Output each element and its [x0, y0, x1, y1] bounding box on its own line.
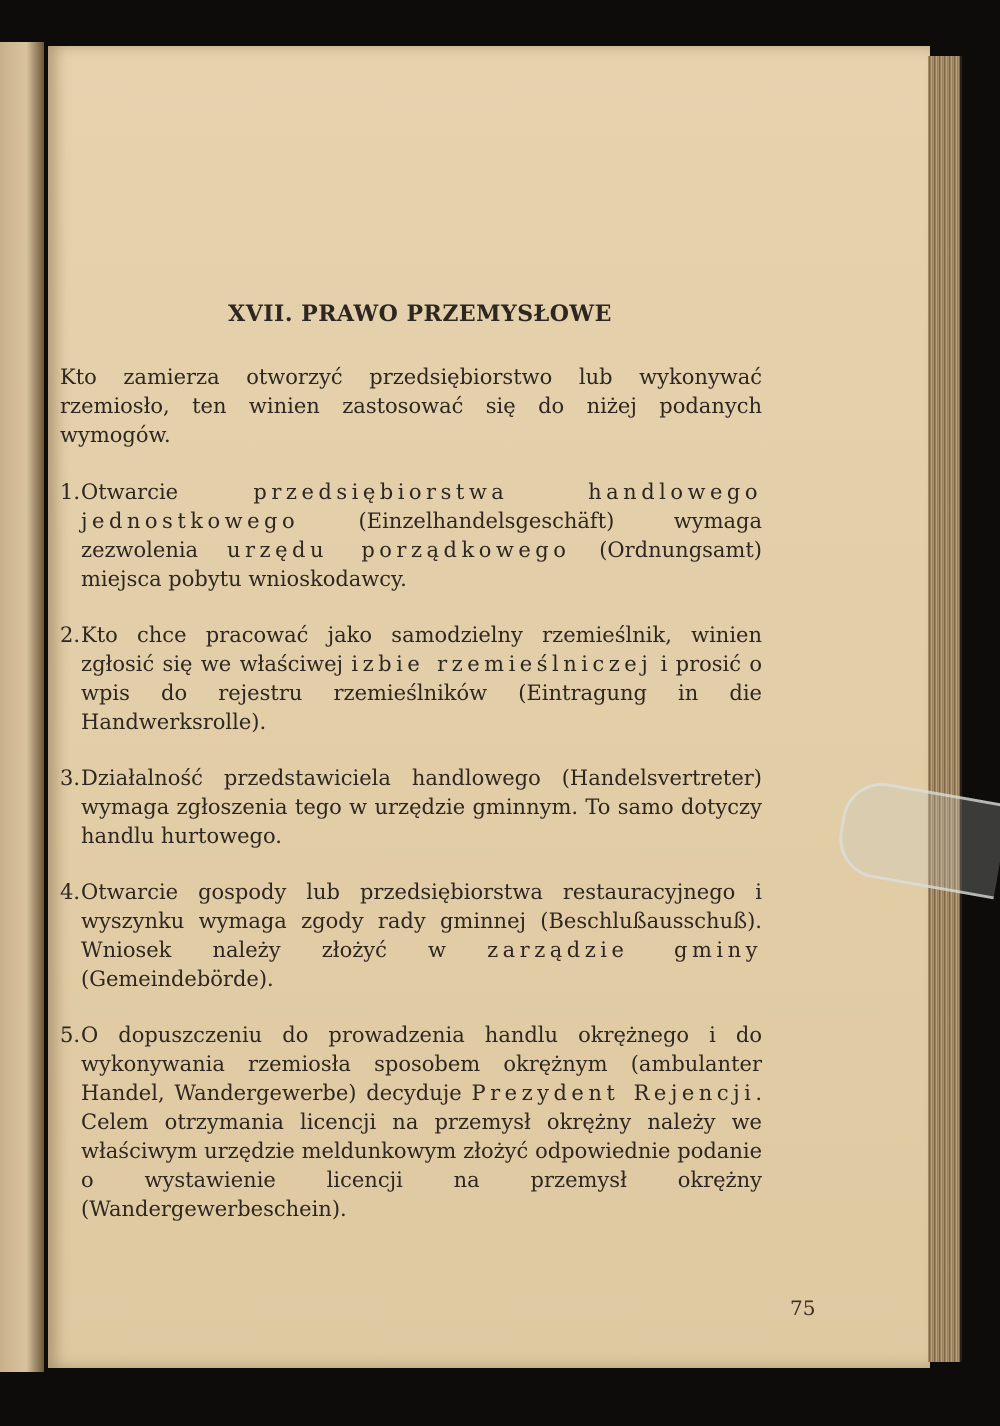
item-number: 3. [60, 766, 81, 790]
intro-paragraph: Kto zamierza otworzyć przedsiębiorstwo lub wykonywać rzemiosło, ten winien zastosować się do niżej podanych wymogów. [60, 365, 762, 447]
item-text: Kto chce pracować jako samodzielny rzemieślnik, winien zgłosić się we właściwej izbie rzemieślniczej i prosić o wpis do rejestru rzemieślników (Eintragung in die Handwerksrolle). [81, 623, 762, 734]
item-number: 5. [60, 1023, 81, 1047]
chapter-title: XVII. PRAWO PRZEMYSŁOWE [228, 301, 612, 327]
page-stack-edge [928, 56, 962, 1362]
list-item [60, 621, 762, 737]
item-text: Otwarcie przedsiębiorstwa handlowego jednostkowego (Einzelhandelsgeschäft) wymaga zezwolenia urzędu porządkowego (Ordnungsamt) miejsca pobytu wnioskodawcy. [81, 480, 762, 591]
item-text: O dopuszczeniu do prowadzenia handlu okrężnego i do wykonywania rzemiosła sposobem okrężnym (ambulanter Handel, Wandergewerbe) decyduje Prezydent Rejencji. Celem otrzymania licencji na przemysł okrężny należy we właściwym urzędzie meldunkowym złożyć odpowiednie podanie o wystawienie licencji na przemysł okrężny (Wandergewerbeschein). [81, 1023, 762, 1221]
item-number: 4. [60, 880, 81, 904]
page-content [60, 258, 762, 1251]
item-number: 2. [60, 623, 81, 647]
facing-page-edge [0, 42, 44, 1372]
page-number: 75 [790, 1296, 816, 1320]
list-item [60, 478, 762, 594]
list-item [60, 764, 762, 851]
list-item [60, 1021, 762, 1224]
item-number: 1. [60, 480, 81, 504]
list-item [60, 878, 762, 994]
item-text: Otwarcie gospody lub przedsiębiorstwa restauracyjnego i wyszynku wymaga zgody rady gminnej (Beschlußausschuß). Wniosek należy złożyć w zarządzie gminy (Gemeindebörde). [81, 880, 762, 991]
item-text: Działalność przedstawiciela handlowego (Handelsvertreter) wymaga zgłoszenia tego w urzędzie gminnym. To samo dotyczy handlu hurtowego. [81, 766, 762, 848]
